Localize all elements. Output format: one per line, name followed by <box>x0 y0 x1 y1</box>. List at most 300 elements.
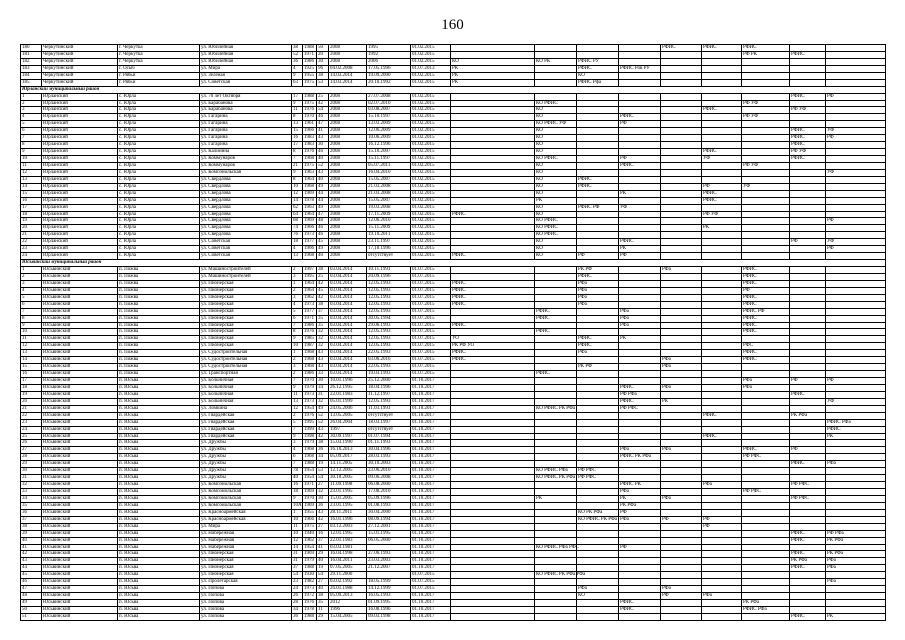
table-cell: 22.01.1983 <box>329 538 367 544</box>
table-cell: 9 <box>292 385 303 391</box>
table-cell: РК <box>451 80 535 86</box>
table-cell: 41 <box>21 545 42 551</box>
table-cell: п. Юсьва <box>118 406 200 412</box>
table-cell: 1986 <box>303 323 317 329</box>
table-cell <box>790 246 826 252</box>
table-cell <box>826 572 886 578</box>
table-cell <box>577 600 619 606</box>
table-cell: РФИС Рфа <box>577 80 619 86</box>
table-cell: 30.04.2000 <box>367 510 411 516</box>
table-cell: ул. Попова <box>200 614 292 620</box>
table-cell: РФИС <box>451 212 535 218</box>
table-cell: 01.02.2015 <box>411 80 451 86</box>
table-cell: ул. Советская <box>200 253 292 259</box>
table-cell: Юрланский <box>42 246 118 252</box>
table-cell: Юсьвинский <box>42 336 118 342</box>
table-cell: п. Пожва <box>118 309 200 315</box>
table-cell <box>702 329 742 335</box>
table-cell: Юсьвинский <box>42 323 118 329</box>
table-cell: 1988 <box>303 45 317 51</box>
table-row <box>21 558 886 565</box>
table-cell: п. Юсьва <box>118 517 200 523</box>
table-cell <box>661 52 702 58</box>
table-cell: 22 <box>21 413 42 419</box>
table-cell: 1968 <box>303 447 317 453</box>
table-cell <box>661 73 702 79</box>
table-cell <box>619 350 661 356</box>
table-cell: ул. Больничная <box>200 392 292 398</box>
table-cell <box>535 579 577 585</box>
table-cell: Юсьвинский <box>42 281 118 287</box>
table-cell <box>661 607 702 613</box>
table-cell: 37 <box>317 538 329 544</box>
table-cell: 22.05.1993 <box>367 350 411 356</box>
table-cell: РФ <box>742 288 790 294</box>
table-cell <box>742 531 790 537</box>
table-cell: 03.04.2014 <box>329 295 367 301</box>
table-cell <box>826 274 886 280</box>
table-cell <box>742 496 790 502</box>
table-cell <box>661 551 702 557</box>
table-cell: 01.10.2017 <box>411 489 451 495</box>
table-cell <box>742 579 790 585</box>
table-cell: Юрланский <box>42 198 118 204</box>
table-cell: Юрланский <box>42 107 118 113</box>
table-cell <box>619 135 661 141</box>
table-cell: РФ <box>790 447 826 453</box>
table-cell: КО РФИС <box>535 218 577 224</box>
table-cell: 01.10.2017 <box>411 420 451 426</box>
table-cell <box>577 107 619 113</box>
table-cell <box>577 461 619 467</box>
table-cell: ул. Дружбы <box>200 475 292 481</box>
table-cell: Юсьвинский <box>42 350 118 356</box>
table-cell: 01.02.2015 <box>411 184 451 190</box>
table-cell: 184 <box>21 73 42 79</box>
table-cell: п. Юсьва <box>118 392 200 398</box>
table-cell <box>451 531 535 537</box>
table-cell: 01.02.2015 <box>411 135 451 141</box>
table-cell: ул. Комсомольская <box>200 503 292 509</box>
table-cell <box>535 447 577 453</box>
table-cell: п. Юсьва <box>118 579 200 585</box>
table-cell <box>702 336 742 342</box>
table-cell: 15 <box>21 191 42 197</box>
table-cell: РФа <box>577 302 619 308</box>
table-cell <box>702 357 742 363</box>
table-cell: п. Пожва <box>118 364 200 370</box>
table-cell: КО РФИС РК РФа РФа <box>536 572 586 578</box>
table-row <box>21 94 886 101</box>
table-cell: 2006 <box>367 59 411 65</box>
table-cell: 2008 <box>329 225 367 231</box>
table-cell <box>790 357 826 363</box>
table-cell <box>577 191 619 197</box>
table-cell: 29.11.2000 <box>329 572 367 578</box>
table-cell <box>535 614 577 620</box>
table-cell <box>661 420 702 426</box>
table-row <box>21 191 886 198</box>
table-cell: РФ РФС <box>577 475 619 481</box>
table-cell: 1973 <box>303 232 317 238</box>
table-cell: 38 <box>317 440 329 446</box>
table-cell: 36 <box>317 503 329 509</box>
table-cell: РФИС <box>790 52 826 58</box>
table-cell <box>702 579 742 585</box>
table-cell: 40 <box>317 558 329 564</box>
table-cell: 45 <box>21 572 42 578</box>
table-cell: г. Черкутка <box>118 45 200 51</box>
table-cell <box>619 413 661 419</box>
table-cell: Юсьвинский <box>42 607 118 613</box>
table-cell: 43 <box>317 364 329 370</box>
table-cell: ул. Мира <box>200 524 292 530</box>
table-cell <box>451 45 535 51</box>
table-cell: 1954 <box>303 468 317 474</box>
table-row <box>21 565 886 572</box>
table-cell <box>826 323 886 329</box>
table-cell: РФа <box>661 364 702 370</box>
table-cell <box>451 163 535 169</box>
table-cell: 07.05.2005 <box>329 565 367 571</box>
table-cell: 03.03.1981 <box>329 545 367 551</box>
table-row <box>21 218 886 225</box>
table-row <box>21 246 886 253</box>
table-cell: п. Юсьва <box>118 614 200 620</box>
table-cell: 10 <box>292 517 303 523</box>
table-cell <box>661 323 702 329</box>
table-cell <box>661 475 702 481</box>
table-cell: РФ РФС <box>790 482 826 488</box>
table-cell <box>826 413 886 419</box>
table-cell: 5 <box>21 295 42 301</box>
table-cell: 34 <box>21 496 42 502</box>
table-cell <box>790 399 826 405</box>
table-cell: 26.12.1995 <box>329 385 367 391</box>
table-cell: 17.08.2010 <box>367 489 411 495</box>
table-cell: РФИС <box>619 239 661 245</box>
table-cell: 18 <box>21 212 42 218</box>
table-cell: ул. Свердлова <box>200 191 292 197</box>
table-cell: 23.01.1995 <box>329 503 367 509</box>
table-cell <box>451 482 535 488</box>
table-cell: 18.05.1999 <box>367 579 411 585</box>
table-cell: п. Юсьва <box>118 510 200 516</box>
table-cell <box>661 121 702 127</box>
table-cell <box>619 212 661 218</box>
table-cell <box>619 614 661 620</box>
table-cell <box>742 524 790 530</box>
table-cell: КО РФИС УФ <box>535 121 577 127</box>
table-cell <box>661 114 702 120</box>
table-cell: 54 <box>317 107 329 113</box>
table-cell: 44 <box>317 198 329 204</box>
table-cell: РФИС <box>742 316 790 322</box>
table-cell: 11 <box>292 524 303 530</box>
table-cell <box>577 531 619 537</box>
table-cell: 25 <box>21 434 42 440</box>
table-row <box>21 378 886 385</box>
table-cell <box>790 281 826 287</box>
table-cell <box>826 107 886 113</box>
table-row <box>21 482 886 489</box>
table-cell <box>790 267 826 273</box>
table-cell: 2008 <box>329 253 367 259</box>
table-cell: РФа <box>661 267 702 273</box>
table-cell: ул. Юбилейная <box>200 59 292 65</box>
table-cell: 38 <box>317 267 329 273</box>
table-cell: 1969 <box>303 489 317 495</box>
table-cell: РФа <box>619 316 661 322</box>
table-cell: 4 <box>21 114 42 120</box>
table-cell <box>619 558 661 564</box>
table-row <box>21 600 886 607</box>
table-cell <box>790 440 826 446</box>
table-cell <box>577 524 619 530</box>
table-cell: Юрланский <box>42 184 118 190</box>
table-cell: ул. Больничная <box>200 385 292 391</box>
table-cell <box>826 184 886 190</box>
table-cell: РФ <box>790 239 826 245</box>
table-cell: КО <box>535 191 577 197</box>
table-cell <box>826 232 886 238</box>
table-cell <box>790 475 826 481</box>
table-cell: 24 <box>292 586 303 592</box>
table-cell <box>790 274 826 280</box>
table-cell: КО РФИС <box>535 156 577 162</box>
table-cell: 01.10.2017 <box>411 413 451 419</box>
table-cell: РФИС <box>535 316 577 322</box>
table-cell: 01.10.2017 <box>411 607 451 613</box>
table-cell: 03.12.2003 <box>329 524 367 530</box>
table-cell <box>535 551 577 557</box>
table-cell: РФИС <box>451 295 535 301</box>
table-cell <box>619 579 661 585</box>
table-cell: 01.10.2017 <box>411 447 451 453</box>
table-cell: 1968 <box>303 357 317 363</box>
table-cell <box>451 135 535 141</box>
table-cell: РФа <box>577 281 619 287</box>
table-cell <box>742 142 790 148</box>
table-cell: РФИС <box>577 336 619 342</box>
table-cell: 01.10.2017 <box>411 468 451 474</box>
table-cell: РФа <box>577 295 619 301</box>
table-cell <box>451 461 535 467</box>
table-cell: 20.09.1996 <box>367 274 411 280</box>
table-cell: с. Юрла <box>118 246 200 252</box>
table-cell <box>661 531 702 537</box>
table-cell <box>826 524 886 530</box>
table-cell: с. Юрла <box>118 114 200 120</box>
table-cell: 01.10.2017 <box>411 558 451 564</box>
table-cell: 03.04.2014 <box>329 350 367 356</box>
table-cell: ул. Свердлова <box>200 232 292 238</box>
table-cell: 27.12.2001 <box>367 524 411 530</box>
table-cell <box>742 406 790 412</box>
table-cell: ул. Пионерская <box>200 295 292 301</box>
table-cell: 15.05.2007 <box>367 198 411 204</box>
table-cell: 01.10.2017 <box>411 461 451 467</box>
table-cell: РК РФ <box>577 267 619 273</box>
table-cell <box>742 107 790 113</box>
table-cell <box>702 461 742 467</box>
table-cell: 01.02.2015 <box>411 225 451 231</box>
table-cell: 1966 <box>303 225 317 231</box>
table-cell <box>790 607 826 613</box>
table-cell: 29 <box>317 551 329 557</box>
table-cell <box>535 378 577 384</box>
table-cell <box>661 281 702 287</box>
table-cell: РК <box>535 496 577 502</box>
table-cell <box>535 267 577 273</box>
table-cell <box>661 239 702 245</box>
table-cell: 35 <box>21 503 42 509</box>
table-cell <box>451 447 535 453</box>
table-cell: ул. Пионерская <box>200 309 292 315</box>
table-row <box>21 343 886 350</box>
table-cell: РФИС <box>577 343 619 349</box>
table-cell <box>702 94 742 100</box>
table-cell: РФ <box>619 545 661 551</box>
table-cell: 9 <box>292 434 303 440</box>
table-cell: 8 <box>292 177 303 183</box>
table-cell: РФ УФ <box>702 212 742 218</box>
table-cell <box>742 191 790 197</box>
table-cell: Юсьвинский <box>42 288 118 294</box>
table-cell <box>577 156 619 162</box>
table-cell: 48 <box>21 593 42 599</box>
table-cell: 12.05.1993 <box>367 295 411 301</box>
table-cell: 01.07.2015 <box>411 364 451 370</box>
table-cell: 14.11.2005 <box>329 461 367 467</box>
table-cell: 1975 <box>303 524 317 530</box>
table-cell: РФИС РФ <box>742 309 790 315</box>
table-cell <box>702 309 742 315</box>
table-cell <box>742 399 790 405</box>
table-cell: 21 <box>292 163 303 169</box>
table-cell: 16.05.1993 <box>367 593 411 599</box>
table-cell: 10.01.1996 <box>329 378 367 384</box>
table-cell: 05.09.2013 <box>329 593 367 599</box>
table-cell: РФИС <box>702 413 742 419</box>
table-cell <box>661 392 702 398</box>
table-cell <box>790 177 826 183</box>
table-cell: с. Юрла <box>118 135 200 141</box>
table-cell: 05.09.1996 <box>367 496 411 502</box>
table-cell: 3 <box>21 107 42 113</box>
table-cell <box>826 267 886 273</box>
table-cell <box>577 225 619 231</box>
table-cell <box>790 184 826 190</box>
table-cell: Юрланский <box>42 191 118 197</box>
table-cell: 1940 <box>303 531 317 537</box>
table-row <box>21 357 886 364</box>
table-cell: п. Юсьва <box>118 385 200 391</box>
table-cell: 54 <box>317 475 329 481</box>
table-cell <box>826 101 886 107</box>
table-cell <box>577 239 619 245</box>
table-cell <box>451 468 535 474</box>
table-cell <box>451 510 535 516</box>
table-cell: Юсьвинский <box>42 329 118 335</box>
table-row <box>21 399 886 406</box>
table-cell <box>535 607 577 613</box>
table-cell: 16.12.1996 <box>367 142 411 148</box>
table-cell: 12.06.2010 <box>367 218 411 224</box>
table-cell: Черкутинский <box>42 45 118 51</box>
table-cell <box>826 66 886 72</box>
table-cell: 9 <box>21 323 42 329</box>
table-cell <box>702 468 742 474</box>
table-cell: п. Пожва <box>118 336 200 342</box>
table-cell: с. Юрла <box>118 253 200 259</box>
table-cell <box>790 316 826 322</box>
table-cell: РФИС <box>619 114 661 120</box>
table-cell: ул. Свердлова <box>200 212 292 218</box>
table-cell: 12.01.1995 <box>329 531 367 537</box>
table-cell: 12.05.1993 <box>367 336 411 342</box>
table-cell <box>826 336 886 342</box>
table-cell: Юсьвинский <box>42 461 118 467</box>
table-cell <box>826 364 886 370</box>
table-cell <box>535 343 577 349</box>
table-cell <box>742 461 790 467</box>
table-cell: КО РК РФа <box>577 510 619 516</box>
table-cell <box>451 551 535 557</box>
table-row <box>21 239 886 246</box>
table-cell: 41 <box>317 128 329 134</box>
table-cell: УФ <box>742 184 790 190</box>
table-cell: РФ <box>619 253 661 259</box>
table-cell <box>742 59 790 65</box>
table-cell <box>661 413 702 419</box>
table-cell: 1969 <box>303 191 317 197</box>
table-cell: 1968 <box>303 184 317 190</box>
table-cell: РФа <box>702 482 742 488</box>
table-cell: КО РФИС <box>535 232 577 238</box>
table-cell: 03.04.2014 <box>329 357 367 363</box>
table-cell: КО <box>535 184 577 190</box>
table-cell: РФ УФ <box>790 107 826 113</box>
table-cell: 2008 <box>329 101 367 107</box>
table-cell <box>661 246 702 252</box>
table-cell: РФа <box>661 496 702 502</box>
table-cell <box>702 399 742 405</box>
table-cell: 183 <box>21 66 42 72</box>
table-cell: ул. Судостроительная <box>200 357 292 363</box>
table-cell <box>577 357 619 363</box>
table-cell: ул. Барабанова <box>200 107 292 113</box>
table-cell: 1985 <box>303 336 317 342</box>
table-cell <box>619 107 661 113</box>
table-cell <box>790 468 826 474</box>
table-cell: РК РФа <box>826 551 886 557</box>
table-cell: РФ <box>702 517 742 523</box>
table-cell: Юрланский <box>42 101 118 107</box>
table-cell: Юсьвинский <box>42 316 118 322</box>
table-cell: 7 <box>292 156 303 162</box>
table-cell: 32 <box>317 343 329 349</box>
table-cell: 43 <box>317 427 329 433</box>
table-cell: 74 <box>292 225 303 231</box>
table-cell <box>702 558 742 564</box>
table-cell <box>535 385 577 391</box>
table-cell: 01.10.2017 <box>411 496 451 502</box>
table-cell: РФИС <box>661 45 702 51</box>
table-cell: РФИС <box>790 128 826 134</box>
table-cell <box>619 343 661 349</box>
table-cell: 1995 <box>303 420 317 426</box>
